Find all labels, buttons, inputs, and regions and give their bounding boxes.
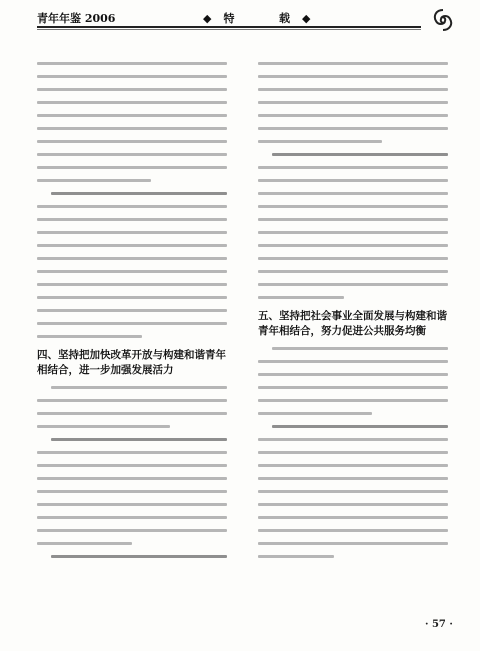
text-line <box>37 270 227 273</box>
text-line <box>258 503 448 506</box>
section-heading-right: 五、坚持把社会事业全面发展与构建和谐青年相结合，努力促进公共服务均衡 <box>258 310 447 337</box>
text-line <box>258 218 448 221</box>
text-line <box>37 218 227 221</box>
text-line <box>37 451 227 454</box>
text-line <box>258 270 448 273</box>
text-line <box>258 62 448 65</box>
text-line <box>258 542 448 545</box>
text-line <box>258 360 448 363</box>
text-line <box>258 490 448 493</box>
text-line <box>258 114 448 117</box>
text-line <box>258 179 448 182</box>
text-line <box>258 386 448 389</box>
text-line <box>37 529 227 532</box>
text-line <box>37 75 227 78</box>
text-line <box>37 257 227 260</box>
text-line <box>37 179 151 182</box>
text-line <box>37 101 227 104</box>
text-line <box>258 127 448 130</box>
text-line <box>37 88 227 91</box>
text-line <box>258 451 448 454</box>
text-line <box>37 62 227 65</box>
text-line <box>37 140 227 143</box>
emphasis-line <box>51 438 227 441</box>
emphasis-line <box>272 425 448 428</box>
emphasis-line <box>272 153 448 156</box>
page-number: · 57 · <box>425 619 453 630</box>
text-line <box>37 477 227 480</box>
section-label-left: ◆特 <box>203 12 247 25</box>
text-line <box>37 114 227 117</box>
text-line <box>37 296 227 299</box>
text-line <box>258 555 334 558</box>
text-line <box>37 335 142 338</box>
text-line <box>258 373 448 376</box>
emphasis-line <box>51 555 227 558</box>
header-rule-thin <box>37 29 421 30</box>
text-line <box>51 386 227 389</box>
text-line <box>37 153 227 156</box>
text-line <box>37 127 227 130</box>
text-line <box>37 516 227 519</box>
text-line <box>272 347 448 350</box>
text-line <box>258 257 448 260</box>
text-line <box>37 490 227 493</box>
emphasis-line <box>51 192 227 195</box>
text-line <box>258 192 448 195</box>
text-line <box>258 516 448 519</box>
text-line <box>258 283 448 286</box>
text-line <box>37 399 227 402</box>
text-line <box>258 88 448 91</box>
text-line <box>258 231 448 234</box>
text-line <box>258 140 382 143</box>
text-line <box>37 283 227 286</box>
text-line <box>37 464 227 467</box>
text-line <box>37 412 227 415</box>
text-line <box>37 542 132 545</box>
text-line <box>258 244 448 247</box>
yearbook-title: 青年年鉴 2006 <box>37 12 116 25</box>
text-line <box>258 438 448 441</box>
section-heading-left: 四、坚持把加快改革开放与构建和谐青年相结合，进一步加强发展活力 <box>37 349 226 376</box>
text-line <box>258 412 372 415</box>
text-line <box>258 205 448 208</box>
text-line <box>37 231 227 234</box>
text-line <box>258 529 448 532</box>
text-line <box>37 244 227 247</box>
text-line <box>37 425 170 428</box>
text-line <box>258 399 448 402</box>
text-line <box>258 75 448 78</box>
text-line <box>258 464 448 467</box>
text-line <box>37 166 227 169</box>
text-line <box>37 503 227 506</box>
swirl-logo-icon <box>431 8 455 32</box>
text-line <box>258 477 448 480</box>
header-rule-thick <box>37 26 421 28</box>
section-label-right: 载◆ <box>279 12 323 25</box>
left-column <box>37 62 227 568</box>
page-header <box>0 0 480 34</box>
text-line <box>258 101 448 104</box>
text-line <box>258 166 448 169</box>
text-line <box>37 309 227 312</box>
text-line <box>37 322 227 325</box>
right-column <box>258 62 448 568</box>
text-line <box>258 296 344 299</box>
text-line <box>37 205 227 208</box>
